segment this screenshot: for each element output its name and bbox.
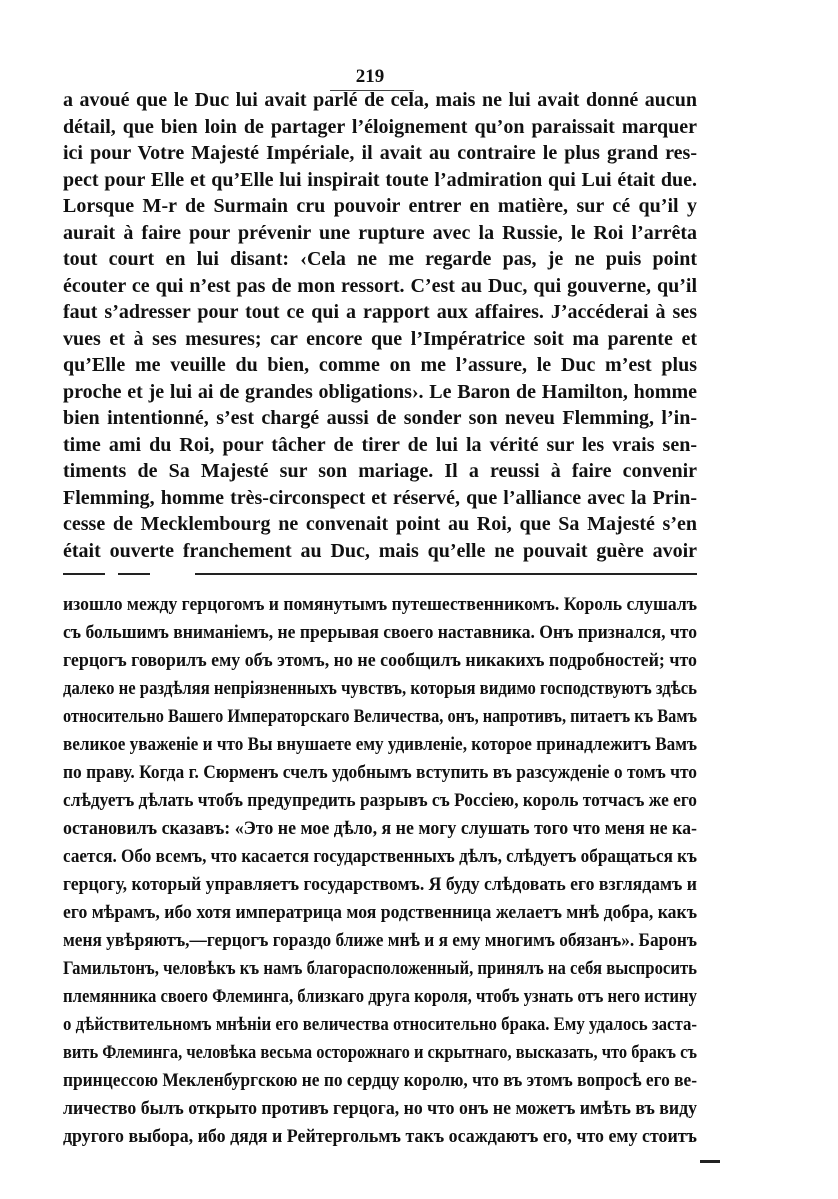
text-line: о дѣйствительномъ мнѣнiи его величества относительно брака. Ему удалось заста- [63,1014,697,1035]
text-line: Гамильтонъ, человѣкъ къ намъ благорасположенный, принялъ на себя выспросить [63,958,697,979]
page-number: 219 [355,66,385,87]
text-line: aurait à faire pour prévenir une rupture avec la Russie, le Roi l’arrêta [63,221,697,244]
text-line: écouter ce qui n’est pas de mon ressort. C’est au Duc, qui gouverne, qu’il [63,274,697,297]
text-line: timents de Sa Majesté sur son mariage. Il a reussi à faire convenir [63,460,697,482]
separator-rule [118,573,150,575]
text-line: личество былъ открыто противъ герцога, но что онъ не можетъ имѣть въ виду [63,1098,697,1119]
text-line: другого выбора, ибо дядя и Рейтергольмъ такъ осаждаютъ его, что ему стоитъ [63,1126,697,1147]
text-line: vues et à ses mesures; car encore que l’Impératrice soit ma parente et [63,327,697,350]
text-line: меня увѣряютъ,—герцогъ гораздо ближе мнѣ и я ему многимъ обязанъ». Баронъ [63,930,697,951]
text-line: était ouverte franchement au Duc, mais qu’elle ne pouvait guère avoir [63,539,697,562]
text-line: сается. Обо всемъ, что касается государственныхъ дѣлъ, слѣдуетъ обращаться къ [63,846,697,867]
text-line: bien intentionné, s’est chargé aussi de sonder son neveu Flemming, l’in- [63,407,697,429]
text-line: относительно Вашего Императорскаго Величества, онъ, напротивъ, питаетъ къ Вамъ [63,706,697,727]
text-line: tout court en lui disant: ‹Cela ne me regarde pas, je ne puis point [63,248,697,270]
russian-text-block [63,591,697,1151]
text-line: герцогъ говорилъ ему объ этомъ, но не сообщилъ никакихъ подробностей; что [63,650,697,671]
text-line: далеко не раздѣляя непрiязненныхъ чувствъ, которыя видимо господствуютъ здѣсь [63,678,697,699]
text-line: по праву. Когда г. Сюрменъ счелъ удобнымъ вступить въ разсужденiе о томъ что [63,762,697,783]
text-line: вить Флеминга, человѣка весьма осторожнаго и скрытнаго, высказать, что бракъ съ [63,1042,697,1063]
page-mark [700,1160,720,1163]
text-line: time ami du Roi, pour tâcher de tirer de lui la vérité sur les vrais sen- [63,433,697,456]
text-line: великое уваженiе и что Вы внушаете ему удивленiе, которое принадлежитъ Вамъ [63,734,697,755]
separator-rule [63,573,105,575]
separator-rule [195,573,697,575]
text-line: принцессою Мекленбургскою не по сердцу королю, что въ этомъ вопросѣ его ве- [63,1070,697,1091]
text-line: герцогу, который управляетъ государствомъ. Я буду слѣдовать его взглядамъ и [63,874,697,895]
french-text-block [63,87,697,564]
text-line: остановилъ сказавъ: «Это не мое дѣло, я не могу слушать того что меня не ка- [63,818,697,839]
text-line: pect pour Elle et qu’Elle lui inspirait toute l’admiration qui Lui était due. [63,168,697,191]
text-line: qu’Elle me veuille du bien, comme on me l’assure, le Duc m’est plus [63,354,697,376]
text-line: a avoué que le Duc lui avait parlé de cela, mais ne lui avait donné aucun [63,89,697,111]
text-line: его мѣрамъ, ибо хотя императрица моя родственница желаетъ мнѣ добра, какъ [63,902,697,923]
text-line: слѣдуетъ дѣлать чтобъ предупредить разрывъ съ Россiею, король тотчасъ же его [63,790,697,811]
text-line: Flemming, homme très-circonspect et réservé, que l’alliance avec la Prin- [63,486,697,509]
text-line: proche et je lui ai de grandes obligations›. Le Baron de Hamilton, homme [63,380,697,403]
text-line: племянника своего Флеминга, близкаго друга короля, чтобъ узнать отъ него истину [63,986,697,1007]
text-line: cesse de Mecklembourg ne convenait point au Roi, que Sa Majesté s’en [63,513,697,535]
text-line: изошло между герцогомъ и помянутымъ путешественникомъ. Король слушалъ [63,594,697,615]
text-line: faut s’adresser pour tout ce qui a rapport aux affaires. J’accéderai à ses [63,301,697,323]
text-line: Lorsque M-r de Surmain cru pouvoir entrer en matière, sur cé qu’il y [63,195,697,217]
text-line: détail, que bien loin de partager l’éloignement qu’on paraissait marquer [63,115,697,138]
text-line: ici pour Votre Majesté Impériale, il avait au contraire le plus grand res- [63,142,697,164]
text-line: съ большимъ вниманiемъ, не прерывая своего наставника. Онъ признался, что [63,622,697,643]
